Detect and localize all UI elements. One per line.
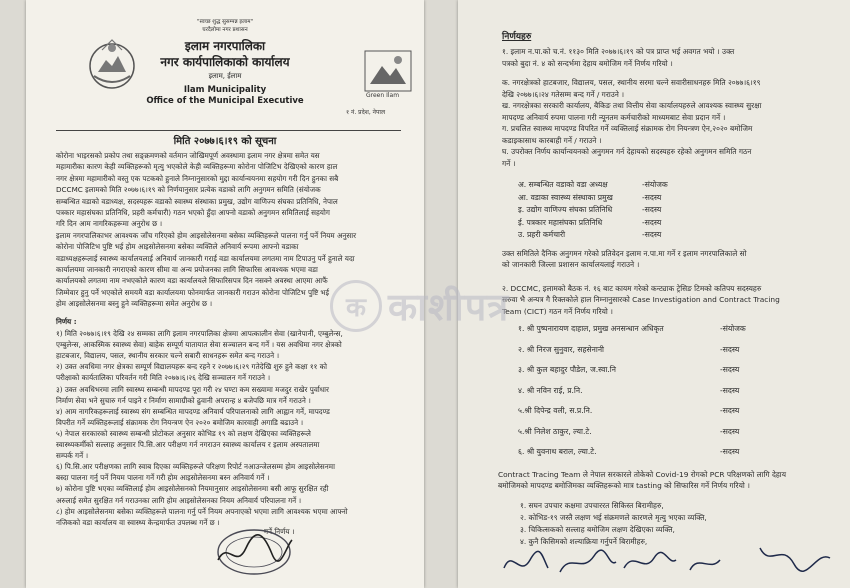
cict-member-label: ४. श्री नविन राई, प्र.नि. bbox=[518, 385, 583, 395]
committee-member-role: -सदस्य bbox=[642, 230, 662, 239]
cict-member-role: -सदस्य bbox=[720, 344, 740, 354]
decision-line: ३) उक्त अवधिभरमा लागि स्वास्थ्य सम्बन्धी मापदण्ड पूरा गरी २४ घण्टा कम सख्यामा मजदुर राखेर पुर्वाधार bbox=[56, 384, 329, 394]
watermark-logo bbox=[330, 278, 590, 334]
para-line: Team (CICT) गठन गर्ने निर्णय गरियो । bbox=[502, 306, 613, 316]
body-line: कोरोना भाइरसको प्रकोप तथा सङ्क्रमणको वर्तमान जोखिमपूर्ण अवस्थामा इलाम नगर क्षेत्रमा समेत यस bbox=[56, 151, 320, 160]
para-line: कडाइकासाथ कारबाही गर्ने / गराउने । bbox=[502, 135, 602, 145]
para-line: ग. प्रचलित स्वास्थ्य मापदण्ड विपरित गर्ने व्यक्तिलाई संक्रामक रोग नियन्त्रण ऐन,२०२० बमोजिम bbox=[502, 124, 753, 133]
para-line: १. इलाम न.पा.को च.नं. ११३० मिति २०७७।६।१९ को पत्र प्राप्त भई अवगत भयो । उक्त bbox=[502, 47, 735, 56]
decision-line: सम्पर्क गर्ने । bbox=[56, 451, 89, 461]
para-line: उक्त समितिले दैनिक अनुगमन गरेको प्रतिवेदन इलाम न.पा.मा गर्ने र इलाम नगरपालिकाले सो bbox=[502, 248, 747, 258]
para-line: सरुवा भै अन्यत्र गै रिक्तकोले हाल निम्नानुसारको Case Investigation and Contract Tracing bbox=[502, 295, 780, 304]
slogan: घरदैलोमा नगर प्रशासन bbox=[202, 27, 248, 33]
decision-line: बस्दा पालना गर्नु पर्ने नियम पालना गर्ने गरी होम आइसोलेसनमा बस्न अनिवार्य गर्ने । bbox=[56, 473, 270, 483]
decision-line: ४) आम नागरिकहरूलाई स्वास्थ्य संग सम्बन्धित मापदण्ड अनिवार्य परिपालनाको लागि आह्वान गर्ने, मापदण्ड bbox=[56, 406, 330, 416]
criteria-item: १. सघन उपचार कक्षमा उपचाररत सिकिस्त बिरामीहरु, bbox=[520, 500, 664, 510]
org-location-ne: इलाम, ईलाम bbox=[208, 72, 242, 80]
office-name-en: Office of the Municipal Executive bbox=[146, 96, 304, 106]
committee-member-label: अ. सम्बन्धित वडाको वडा अध्यक्ष bbox=[518, 180, 608, 189]
decision-line: हाटबजार, विद्यालय, पसल, स्थानीय सरकार चल्ने सबारी साधनहरू समेत बन्द गराउने । bbox=[56, 351, 280, 361]
body-line: इलाम नगरपालिकाभर आवश्यक जाँच गरिएको होम आइसोलेसनमा बसेका व्यक्तिहरूले पालना गर्नु पर्ने नियम अनुसार bbox=[56, 230, 357, 240]
decision-line: १) मिति २०७७।६।१९ देखि २४ सम्मका लागि इलाम नगरपालिका क्षेत्रमा आपत्कालीन सेवा (खानेपानी, एम्बुलेन्स, bbox=[56, 329, 343, 338]
committee-member-label: इ. उद्योग वाणिज्य संघका प्रतिनिधि bbox=[518, 205, 613, 214]
para-line: ख. नगरक्षेत्रका सरकारी कार्यालय, बैकिङ तथा वित्तीय सेवा कार्यालयहरुले आवश्यक स्वास्थ्य सुरक्षा bbox=[502, 101, 762, 110]
decision-line: निर्माण सेवा भने सुचारु गर्न पाइने र निर्माण सामाग्रीको ढुवानी अपरान्ह ४ बजेपछि मात्र गर्ने गराउने । bbox=[56, 395, 311, 405]
cict-member-role: -सदस्य bbox=[720, 426, 740, 436]
cict-member-role: -सदस्य bbox=[720, 447, 740, 456]
para-line: बमोजिमको मापदण्ड बमोजिमका व्यक्तिहरूको मात्र tasting को सिफारिस गर्ने निर्णय गरियो । bbox=[498, 481, 750, 490]
body-line: कार्यालयको लगतमा नाम नभएकोले कारण वडा कार्यालयले सिफारिसपत्र दिन नसक्ने अवस्था आएमा आफैं bbox=[56, 276, 328, 286]
green-logo-label: Green Ilam bbox=[366, 92, 400, 99]
decision-line: अरुलाई समेत सुरक्षित गर्न गराउनका लागि होम आइसोलेसनका नियम अनिवार्य परिपालना गर्ने । bbox=[56, 495, 302, 505]
green-ilam-logo-icon bbox=[364, 50, 412, 92]
notice-title: मिति २०७७।६।१९ को सूचना bbox=[173, 136, 277, 147]
cict-member-role: -सदस्य bbox=[720, 365, 740, 374]
body-line: कोरोना पोजिटिभ पुष्टि भई होम आइसोलेसनमा बसेका व्यक्तिले अनिवार्य रूपमा आफ्नो वडाका bbox=[56, 242, 299, 252]
province-label: १ नं. प्रदेश, नेपाल bbox=[346, 109, 386, 116]
body-line: नगर क्षेत्रमा महामारीको वस्तु एक पटकको हुनाले निम्नानुसारको मुद्दा कार्यान्वयनमा सहयोग गरी दिन हुनका सबै bbox=[56, 173, 339, 183]
body-line: वडाध्यक्षहरूलाई स्वास्थ्य कार्यालयलाई अनिवार्य जानकारी गराई वडा कार्यालयमा लगतमा नाम टिपाउनु पर्ने हुनाले यदा bbox=[56, 253, 355, 263]
body-line: सम्बन्धित वडाको वडाध्यक्ष, सदस्यहरू वडाको स्वास्थ्य संस्थाका प्रमुख, उद्योग वाणिज्य संघका प्रतिनिधि, नेपाल bbox=[56, 196, 338, 206]
committee-member-role: -सदस्य bbox=[642, 192, 662, 202]
closing-text: गर्ने निर्णय । bbox=[264, 527, 295, 536]
criteria-item: ४. कुनै किसिमको शल्याक्रिया गर्नुपर्ने बिरामीहरु, bbox=[520, 536, 648, 546]
motto: "स्वच्छ शुद्ध सुसम्पन्न इलाम" bbox=[196, 19, 254, 25]
decision-line: स्वास्थ्यकर्मीको सल्लाह अनुसार पि.सि.आर परीक्षण गर्न नगराउन स्वास्थ्य कार्यालय र इलाम अस्पतालमा bbox=[56, 440, 320, 449]
criteria-item: ३. चिकित्सकको सल्लाह बमोजिम लक्षण देखिएका व्यक्ति, bbox=[520, 524, 675, 534]
committee-member-label: आ. वडाका स्वास्थ्य संस्थाका प्रमुख bbox=[518, 192, 613, 202]
body-line: जिम्मेवार हुनु पर्ने भएकोले समयमै वडा कार्यालयमा फोनमार्फत जानकारी गराउन कोरोना पोजिटिभ पुष्टि भई bbox=[56, 287, 330, 297]
para-line: क. नगरक्षेत्रको हाटबजार, विद्यालय, पसल, स्थानीय सरमा चल्ने सवारीसाधनहरु मिति २०७७।६।१९ bbox=[502, 78, 761, 87]
para-line: को जानकारी जिल्ला प्रशासन कार्यालयलाई गराउने । bbox=[502, 260, 640, 269]
committee-member-label: उ. प्रहरी कर्मचारी bbox=[518, 230, 566, 239]
cict-member-label: ६. श्री युवनाथ बराल, ल्या.टे. bbox=[518, 447, 597, 456]
committee-member-role: -सदस्य bbox=[642, 217, 662, 227]
cict-member-label: ५.श्री दिपेन्द्र वली, स.प्र.नि. bbox=[518, 406, 593, 415]
header-divider bbox=[56, 130, 401, 131]
decision-line: ५) नेपाल सरकारको स्वास्थ्य सम्बन्धी प्रोटोकल अनुसार कोभिड १९ को लक्षण देखिएका व्यक्तिहरूले bbox=[56, 428, 311, 438]
cict-member-label: ३. श्री कुल बहादुर पौडेल, ज.स्वा.नि bbox=[518, 365, 616, 374]
body-line: पत्रकार महासंघका प्रतिनिधि, प्रहरी कर्मचारी) गठन भएको हुँदा आफ्नो वडाको अनुगमन समितिलाई सहयोग bbox=[56, 208, 330, 217]
body-line: DCCMC इलामको मिति २०७७।६।१९ को निर्णयानुसार प्रत्येक वडाको लागि अनुगमन समिति (संयोजक bbox=[56, 185, 321, 195]
para-line: पत्रको बुदा नं. ४ को सन्दर्भमा देहाय बमोजिम गर्ने निर्णय गरियो । bbox=[502, 58, 673, 68]
decision-line: परीक्षाको कार्यतालिका परिवर्तन गरी मिति २०७७।६।२६ देखि सञ्चालन गर्ने गराउने । bbox=[56, 373, 271, 383]
para-line: मापदण्ड अनिवार्य रुपमा पालना गरी न्यूनतम कर्मचारीको माध्यमबाट सेवा प्रदान गर्ने । bbox=[502, 112, 726, 122]
body-line: कार्यालयमा जानकारी नगराएको कारण सीमा वा अन्य प्रयोजनका लागि सिफारिस आवश्यक भएमा वडा bbox=[56, 265, 318, 274]
decision-line: एम्बुलेन्स, आकस्मिक स्वास्थ्य सेवा) बाहेक सम्पूर्ण यातायात सेवा सञ्चालन बन्द गर्ने । यस अवधिमा नगर क्षेत्रको bbox=[56, 340, 342, 350]
cict-member-role: -सदस्य bbox=[720, 406, 740, 415]
body-line: गरि दिन आम नागरिकहरूमा अनुरोध छ । bbox=[56, 219, 163, 229]
decision-line: २) उक्त अवधिमा नगर क्षेत्रका सम्पूर्ण विद्यालयहरू बन्द रहने र २०७७।६।२९ गतेदेखि शुरु हुने कक्षा ११ को bbox=[56, 362, 328, 372]
cict-member-role: -संयोजक bbox=[720, 324, 746, 333]
para-line: गर्ने । bbox=[502, 158, 516, 168]
watermark-mark-icon: क bbox=[330, 280, 382, 332]
body-line: महामारीका कारण केही व्यक्तिहरूको मृत्यु भएकोले केही व्यक्तिहरूमा कोरोना पोजिटिभ देखिएको कारण हाल bbox=[56, 162, 338, 172]
committee-member-role: -सदस्य bbox=[642, 205, 662, 214]
decision-line: ७) कोरोना पुष्टि भएका व्यक्तिलाई होम आइसोलेसनको नियमानुसार आइसोलेसनमा बसी आफू सुरक्षित रही bbox=[56, 484, 329, 494]
watermark-text: काशीपत्र bbox=[388, 285, 510, 329]
office-name-ne: नगर कार्यपालिकाको कार्यालय bbox=[160, 55, 290, 69]
para-line: २. DCCMC, इलामको बैठक नं. १६ बाट कायम गरेको कन्ट्याक ट्रेसिङ टिमको कतिपय सदस्यहरु bbox=[502, 283, 762, 293]
org-name-en: Ilam Municipality bbox=[183, 85, 267, 95]
criteria-item: २. कोभिड-१९ जस्तै लक्षण भई संक्रमणले कारणले मृत्यु भएका व्यक्ति, bbox=[520, 512, 707, 522]
cict-member-role: -सदस्य bbox=[720, 385, 740, 395]
cict-member-label: २. श्री निरज सुनुवार, सहसेनानी bbox=[518, 344, 604, 354]
org-name-ne: इलाम नगरपालिका bbox=[184, 39, 266, 53]
signature-stamp-icon bbox=[206, 520, 296, 580]
decision-line: नजिकको वडा कार्यालय वा स्वास्थ्य केन्द्रमार्फत उपलब्ध गर्ने छ । bbox=[56, 517, 220, 527]
decision-line: ८) होम आइसोलेसनमा बसेका व्यक्तिहरूले पालना गर्नु पर्ने नियम अपनाएको भएमा लागि आवश्यक भएमा आफ्नो bbox=[56, 506, 348, 516]
committee-member-label: ई. पत्रकार महासंघका प्रतिनिधि bbox=[518, 217, 603, 227]
decision-line: विपरीत गर्ने व्यक्तिहरूलाई संक्रामक रोग नियन्त्रण ऐन २०२० बमोजिम कारवाही अगाडि बढाउने । bbox=[56, 417, 304, 427]
cict-member-label: ५.श्री निलेश ठाकुर, ल्या.टे. bbox=[518, 426, 592, 436]
para-line: घ. उपरोक्त निर्णय कार्यान्वयनको अनुगमन गर्न देहायको सदस्यहरु रहेको अनुगमन समिति गठन bbox=[502, 147, 752, 156]
decisions-heading: निर्णय : bbox=[56, 317, 77, 326]
para-line: Contract Tracing Team ले नेपाल सरकारले तोकेको Covid-19 रोगको PCR परिक्षणको लागि देहाय bbox=[498, 469, 787, 479]
decision-line: ६) पि.सि.आर परीक्षणका लागि स्वाब दिएका व्यक्तिहरूले परिक्षण रिपोर्ट नआउन्जेलसम्म होम आइसोलेसनमा bbox=[56, 462, 335, 472]
cict-member-label: १. श्री पुष्पनारायण दाहाल, प्रमुख अनसन्धान अधिकृत bbox=[518, 324, 664, 333]
committee-member-role: -संयोजक bbox=[642, 180, 668, 189]
body-line: होम आइसोलेसनमा बस्नु हुने व्यक्तिहरूमा समेत अनुरोध छ । bbox=[56, 299, 213, 309]
decisions-title: निर्णयहरु bbox=[502, 32, 532, 42]
para-line: देखि २०७७।६।२४ गतेसम्म बन्द गर्ने / गराउने । bbox=[502, 89, 625, 99]
